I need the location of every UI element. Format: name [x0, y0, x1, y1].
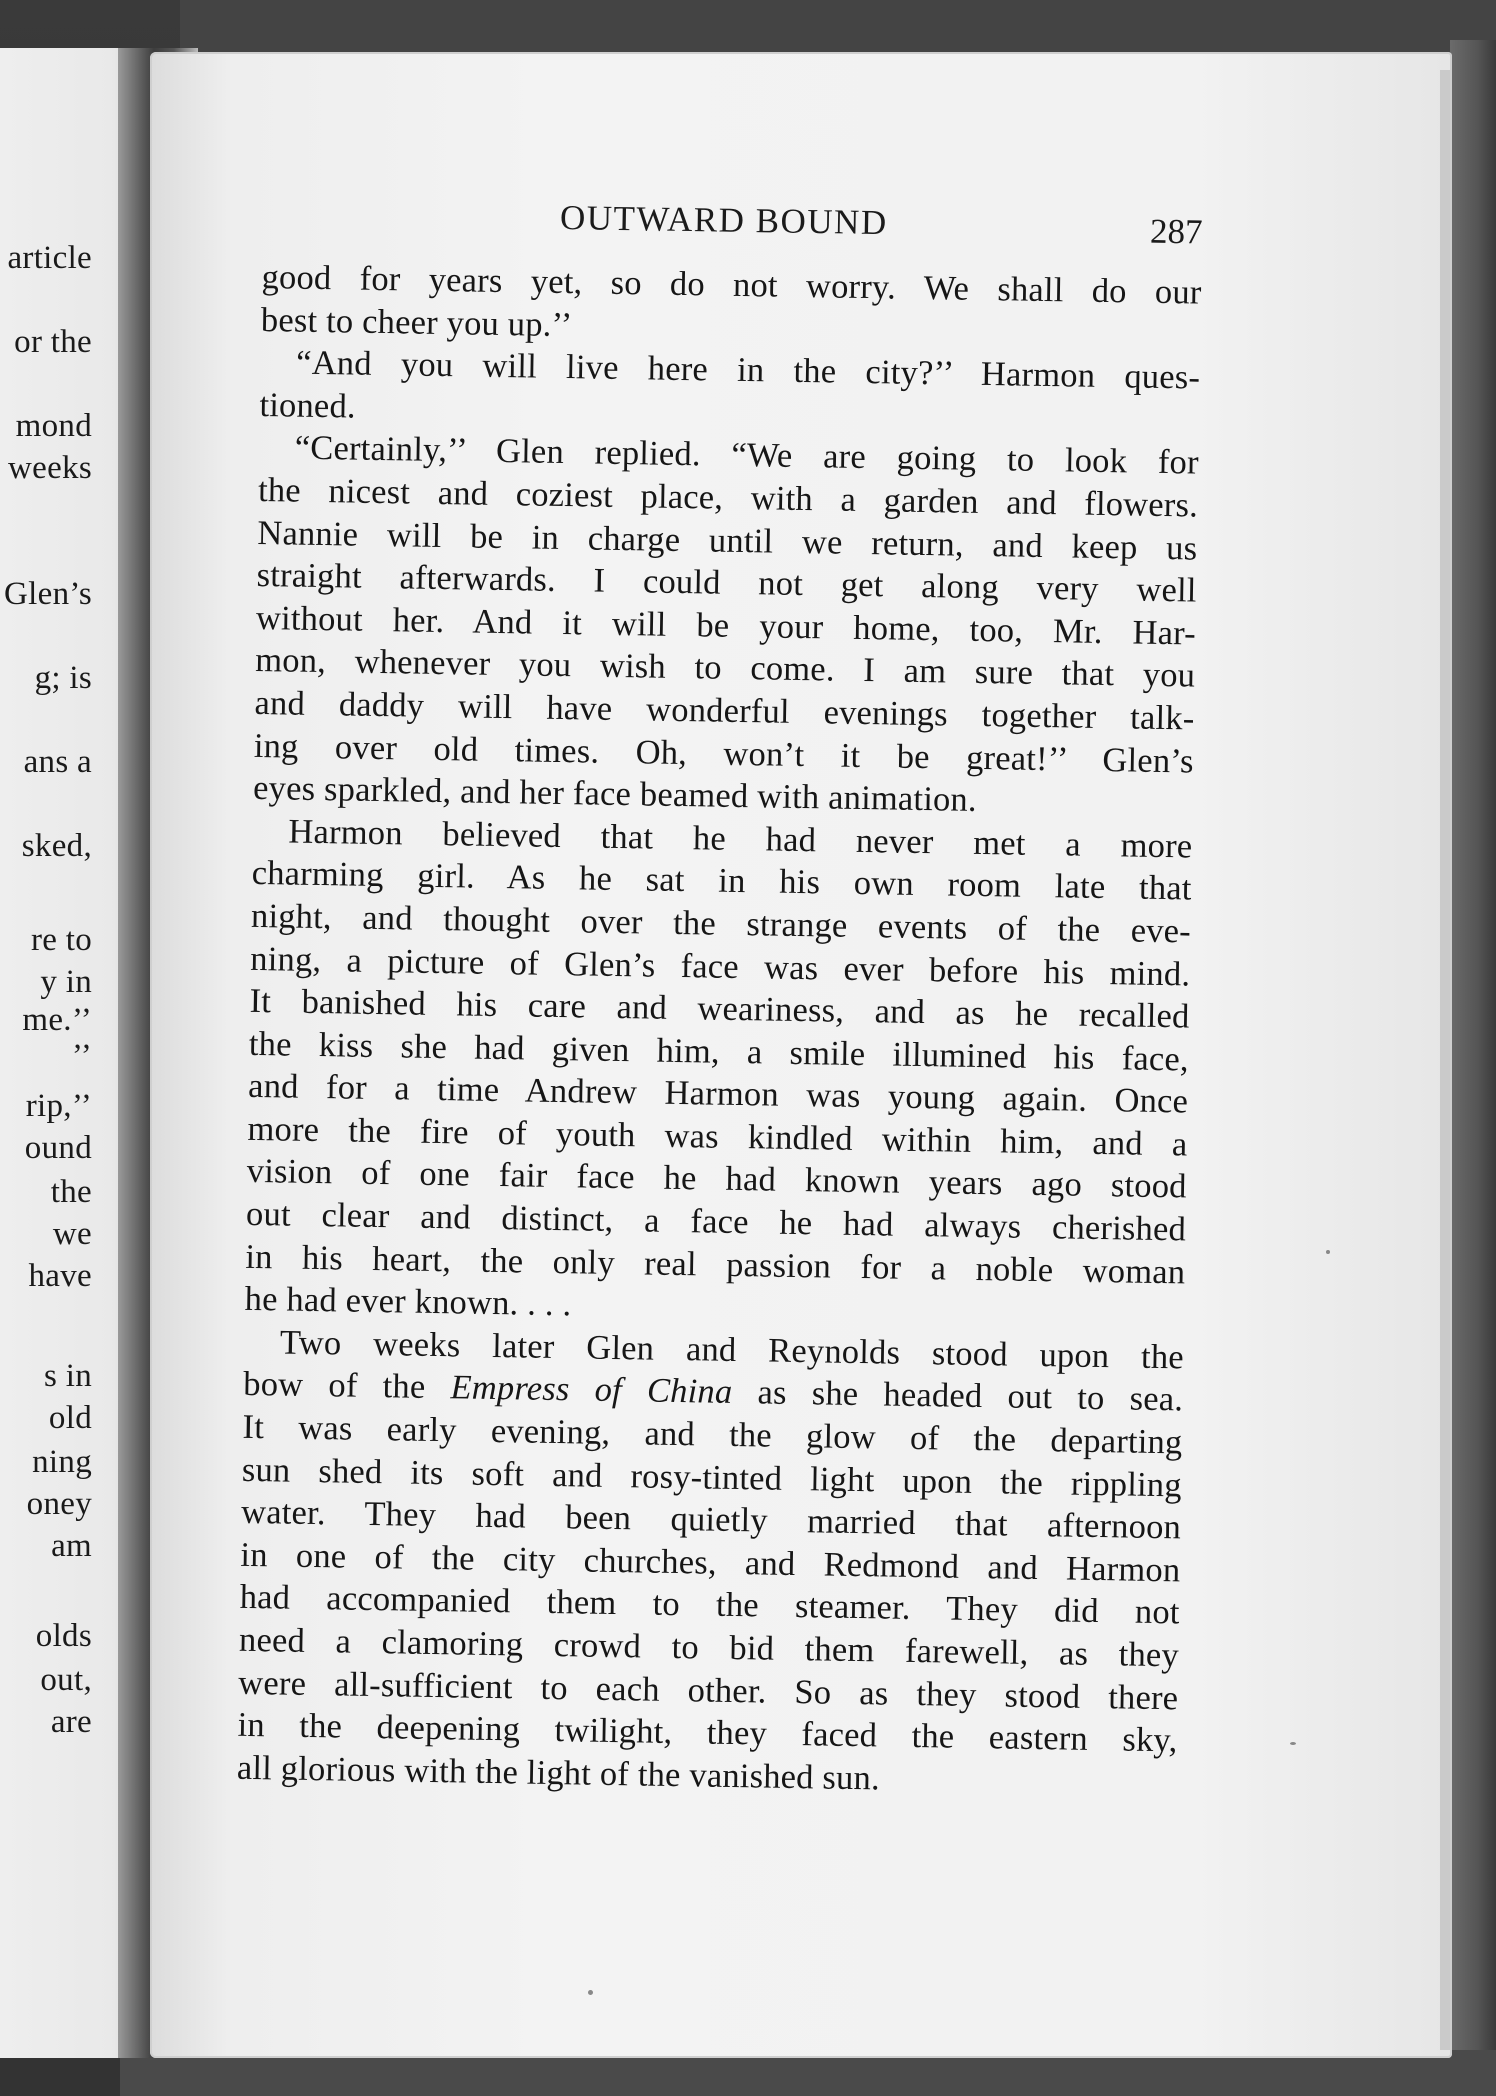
previous-page-fragment: oney — [26, 1486, 92, 1522]
ship-name: Empress of China — [450, 1368, 733, 1412]
text-line: charming girl. As he sat in his own room late that — [251, 854, 1192, 908]
previous-page-fragment: article — [7, 240, 92, 276]
text-line: water. They had been quietly married that afternoon — [240, 1493, 1182, 1547]
page-number: 287 — [1149, 211, 1203, 252]
text-line: “And you will live here in the city?’’ Harmon ques- — [295, 343, 1201, 397]
previous-page-fragment: g; is — [34, 660, 92, 696]
previous-page-fragment: we — [52, 1216, 92, 1252]
previous-page-fragment: me.’’ — [22, 1002, 92, 1038]
text-line: were all-sufficient to each other. So as they stood there — [238, 1663, 1179, 1717]
previous-page-fragment: or the — [14, 324, 92, 360]
text-line: without her. And it will be your home, too, Mr. Har- — [255, 598, 1197, 653]
paper-speck — [1290, 1742, 1296, 1745]
text-line: Nannie will be in charge until we return, and keep us — [257, 513, 1198, 568]
running-head: OUTWARD BOUND — [559, 198, 888, 243]
text-line: all glorious with the light of the vanished sun. — [236, 1748, 881, 1798]
paper-speck — [1326, 1250, 1330, 1254]
text-line: the nicest and coziest place, with a garden and flowers. — [257, 470, 1199, 525]
text-line: the kiss she had given him, a smile illumined his face, — [248, 1024, 1190, 1079]
text-line: mon, whenever you wish to come. I am sure that you — [254, 641, 1196, 695]
text-line: ing over old times. Oh, won’t it be great!’’ Glen’s — [253, 726, 1195, 781]
body-text — [237, 256, 1202, 1805]
previous-page-fragment: mond — [15, 408, 92, 444]
text-line: in his heart, the only real passion for a noble woman — [245, 1237, 1186, 1292]
text-line: and daddy will have wonderful evenings together talk- — [254, 683, 1195, 738]
text-line: in one of the city churches, and Redmond and Harmon — [240, 1535, 1181, 1590]
text-line: had accompanied them to the steamer. They did not — [239, 1578, 1180, 1632]
previous-page-fragment: out, — [40, 1662, 92, 1698]
previous-page-fragment: Glen’s — [4, 576, 92, 612]
text-line: and for a time Andrew Harmon was young again. Once — [247, 1067, 1189, 1121]
previous-page-fragment: have — [28, 1258, 92, 1294]
text-line: straight afterwards. I could not get along very well — [256, 556, 1197, 610]
previous-page-fragment: old — [48, 1400, 92, 1436]
book-cover-top-edge — [180, 0, 1496, 58]
book-cover-right-edge — [1450, 40, 1496, 2096]
previous-page-fragment: the — [50, 1174, 92, 1210]
text-line: he had ever known. . . . — [244, 1280, 572, 1324]
previous-page-fragment: olds — [35, 1618, 92, 1654]
previous-page-fragment: are — [50, 1704, 92, 1740]
text-line: Harmon believed that he had never met a more — [288, 812, 1193, 866]
text-line: Two weeks later Glen and Reynolds stood upon the — [279, 1323, 1185, 1377]
text-line: tioned. — [259, 385, 357, 426]
text-span: bow of the — [242, 1365, 451, 1407]
text-span: as she headed out to sea. — [732, 1373, 1184, 1419]
text-line: vision of one fair face he had known years ago stood — [246, 1152, 1188, 1206]
text-line: in the deepening twilight, they faced the eastern sky, — [237, 1705, 1178, 1760]
previous-page-fragment: ning — [32, 1444, 92, 1480]
text-line: good for years yet, so do not worry. We shall do our — [261, 257, 1202, 312]
page-edge-shadow — [1440, 70, 1450, 2050]
previous-page-fragment: ound — [24, 1130, 92, 1166]
text-line: sun shed its soft and rosy-tinted light upon the rippling — [241, 1450, 1183, 1505]
previous-page-fragment: weeks — [8, 450, 92, 486]
previous-page-fragment: am — [51, 1528, 92, 1564]
paper-speck — [588, 1990, 593, 1995]
text-line: eyes sparkled, and her face beamed with animation. — [252, 769, 978, 820]
text-line: out clear and distinct, a face he had always cherished — [245, 1194, 1187, 1249]
text-line: ning, a picture of Glen’s face was ever before his mind. — [250, 939, 1191, 993]
previous-page-fragment: re to — [30, 922, 92, 958]
previous-page-text-fragments — [0, 0, 118, 2096]
text-line: “Certainly,’’ Glen replied. “We are going to look for — [294, 428, 1200, 482]
previous-page-fragment: sked, — [21, 828, 92, 864]
previous-page-fragment: s in — [44, 1358, 92, 1394]
text-line: night, and thought over the strange events of the eve- — [250, 896, 1192, 951]
text-line: more the fire of youth was kindled within him, and a — [247, 1109, 1188, 1164]
text-line: best to cheer you up.’’ — [260, 300, 573, 344]
previous-page-fragment: ’’ — [71, 1038, 92, 1074]
text-line: need a clamoring crowd to bid them farewell, as they — [238, 1620, 1180, 1675]
previous-page-fragment: y in — [40, 964, 92, 1000]
previous-page-fragment: rip,’’ — [25, 1088, 92, 1124]
previous-page-fragment: ans a — [23, 744, 92, 780]
text-line: It banished his care and weariness, and as he recalled — [249, 981, 1190, 1036]
text-line: It was early evening, and the glow of the departing — [242, 1407, 1183, 1462]
